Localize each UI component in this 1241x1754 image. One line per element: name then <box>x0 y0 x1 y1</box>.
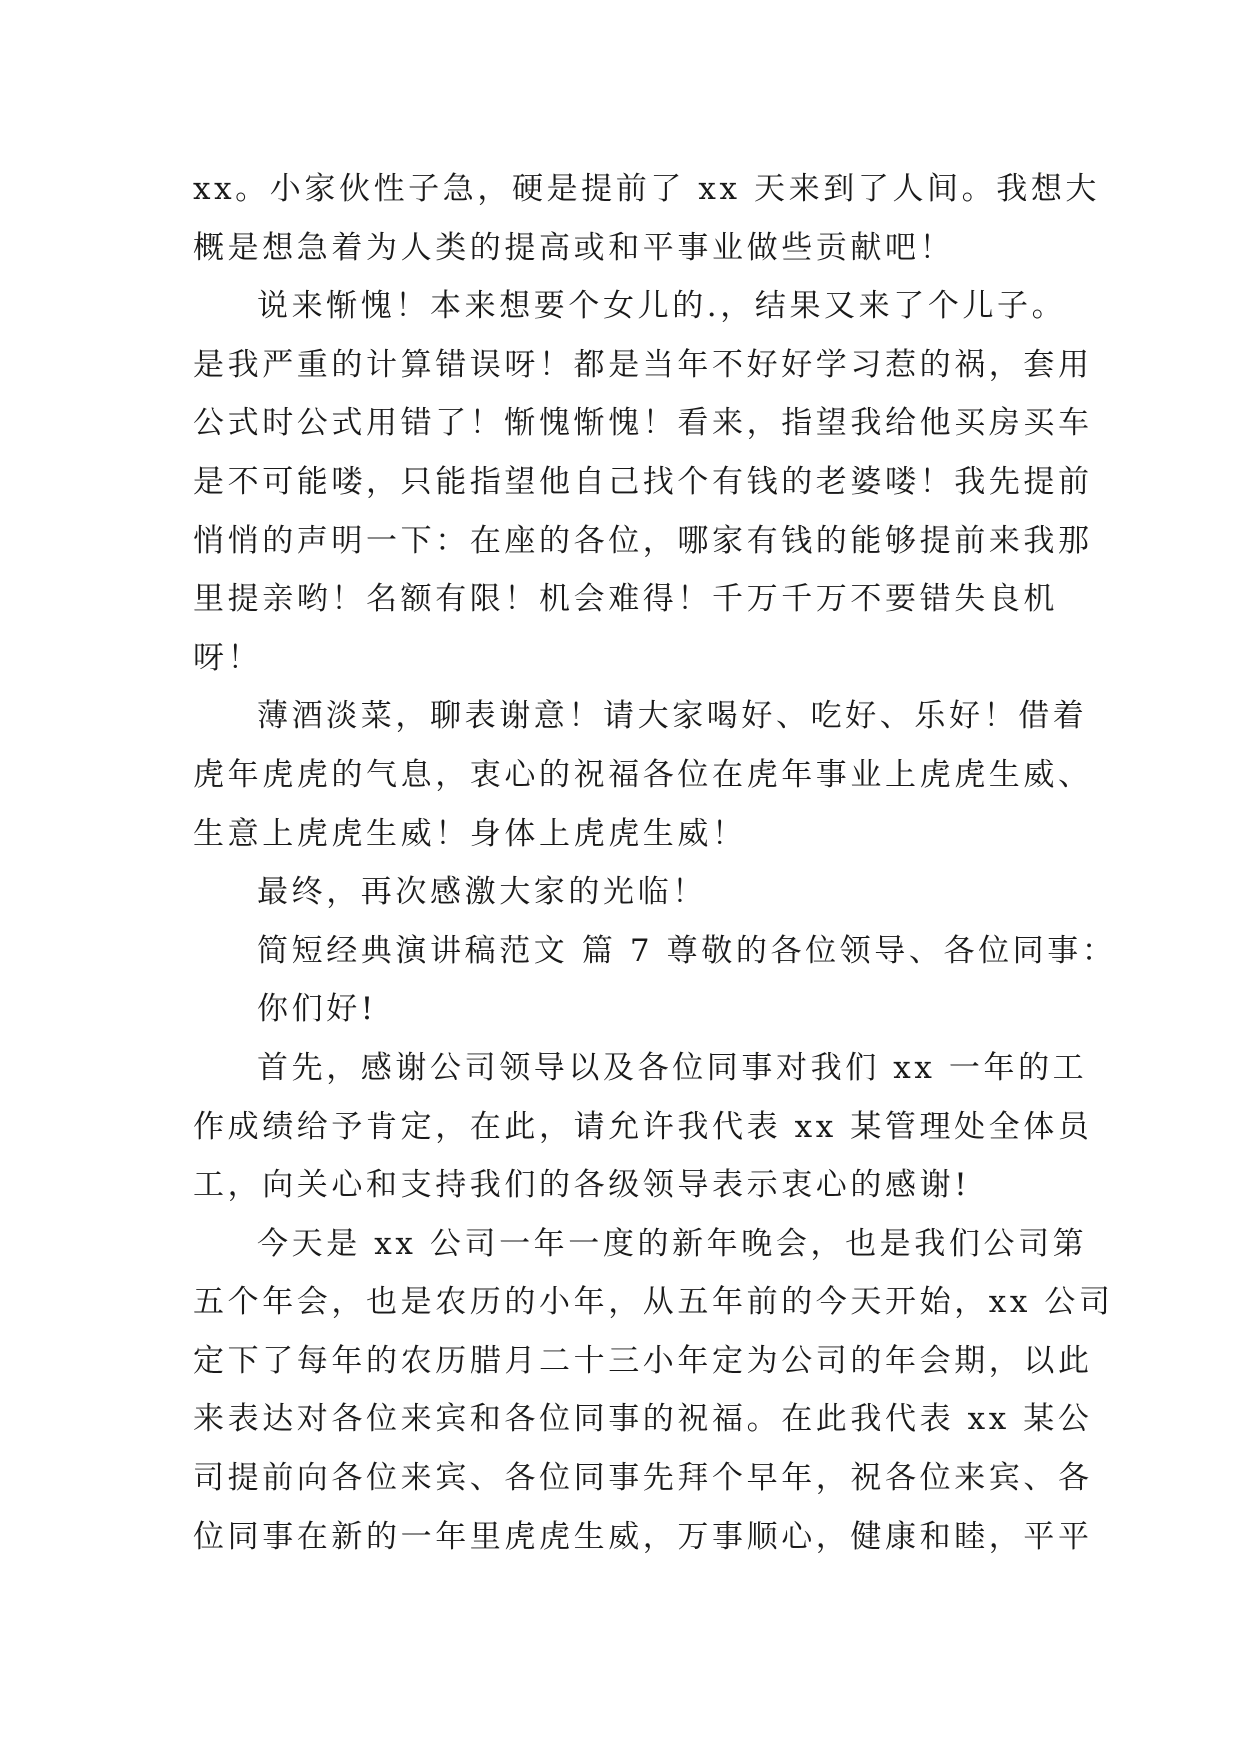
text-line: 生意上虎虎生威！身体上虎虎生威！ <box>193 815 747 852</box>
text-line: 虎年虎虎的气息，衷心的祝福各位在虎年事业上虎虎生威、 <box>193 756 1093 793</box>
text-line: 首先，感谢公司领导以及各位同事对我们 xx 一年的工 <box>257 1049 1088 1086</box>
text-line: 里提亲哟！名额有限！机会难得！千万千万不要错失良机 <box>193 581 1058 618</box>
text-line: 来表达对各位来宾和各位同事的祝福。在此我代表 xx 某公 <box>193 1401 1093 1438</box>
text-line: 呀！ <box>193 639 263 676</box>
text-line: 你们好! <box>257 991 377 1028</box>
document-body <box>193 160 1117 1566</box>
text-line: 司提前向各位来宾、各位同事先拜个早年，祝各位来宾、各 <box>193 1460 1093 1497</box>
text-line: 说来惭愧！本来想要个女儿的.，结果又来了个儿子。 <box>257 288 1067 325</box>
text-line: xx。小家伙性子急，硬是提前了 xx 天来到了人间。我想大 <box>193 171 1101 207</box>
text-line: 位同事在新的一年里虎虎生威，万事顺心，健康和睦，平平 <box>193 1518 1093 1555</box>
text-line: 作成绩给予肯定，在此，请允许我代表 xx 某管理处全体员 <box>193 1108 1093 1145</box>
text-line: 最终，再次感激大家的光临！ <box>257 874 707 911</box>
text-line: 工，向关心和支持我们的各级领导表示衷心的感谢! <box>193 1167 971 1204</box>
text-line: 今天是 xx 公司一年一度的新年晚会，也是我们公司第 <box>257 1225 1088 1262</box>
text-line: 薄酒淡菜，聊表谢意！请大家喝好、吃好、乐好！借着 <box>257 698 1088 735</box>
text-line: 定下了每年的农历腊月二十三小年定为公司的年会期，以此 <box>193 1342 1093 1379</box>
text-line: 是不可能喽，只能指望他自己找个有钱的老婆喽！我先提前 <box>193 463 1093 500</box>
text-line: 简短经典演讲稿范文 篇 7 尊敬的各位领导、各位同事： <box>257 932 1117 969</box>
text-line: 五个年会，也是农历的小年，从五年前的今天开始，xx 公司 <box>193 1284 1114 1321</box>
text-line: 悄悄的声明一下：在座的各位，哪家有钱的能够提前来我那 <box>193 522 1093 559</box>
text-line: 公式时公式用错了！惭愧惭愧！看来，指望我给他买房买车 <box>193 405 1093 442</box>
text-line: 概是想急着为人类的提高或和平事业做些贡献吧！ <box>193 229 955 266</box>
text-line: 是我严重的计算错误呀！都是当年不好好学习惹的祸，套用 <box>193 346 1093 383</box>
